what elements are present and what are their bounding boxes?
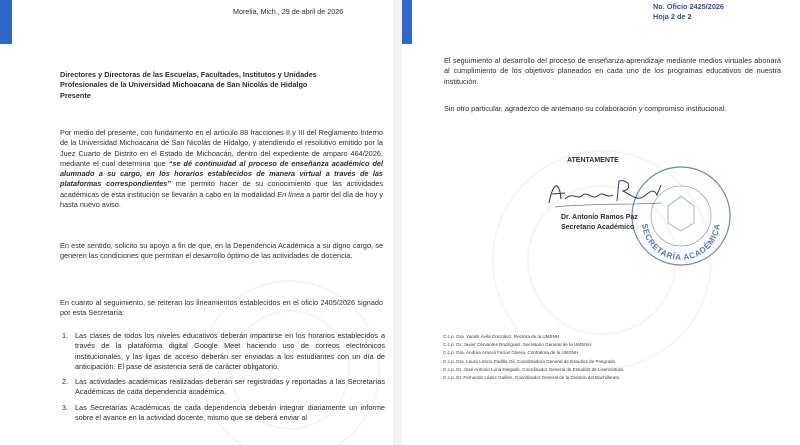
ccp-line: C.c.p. Dra. Laura Leticia Padilla Gil, Coordinadora General de Estudios de Posgrado. (443, 358, 617, 364)
list-item (62, 331, 385, 372)
body-paragraph: Sin otro particular, agradezco de antemano su colaboración y compromiso institucional. (444, 104, 727, 113)
list-number: 2. (62, 377, 69, 387)
guidelines-list (62, 331, 385, 428)
oficio-number: No. Oficio 2425/2026 (653, 2, 724, 11)
list-text: Las clases de todos los niveles educativos deberán impartirse en los horarios establecidos a través de la plataforma digital Google Meet haciendo uso de correos electrónicos institucionales, y las ligas de acceso deberán ser enviadas a los estudiantes con un día de anticipación. El pase de asistencia será de carácter obligatorio. (75, 331, 385, 371)
oficio-header (653, 2, 724, 23)
handwritten-signature (543, 173, 665, 213)
page-indicator: Hoja 2 de 2 (653, 12, 692, 22)
body-paragraph: En este sentido, solicito su apoyo a fin de que, en la Dependencia Académica a su digno cargo, se generen las condiciones que permitan el desarrollo óptimo de las actividades de docencia. (60, 241, 383, 261)
body-paragraph: El seguimiento al desarrollo del proceso de enseñanza-aprendizaje mediante medios virtuales abonará al cumplimiento de los objetivos planeados en cada uno de los programas educativos de nuestra institución. (444, 56, 781, 86)
body-paragraph (60, 128, 383, 210)
ccp-line: C.c.p. Dra. Yarabí Ávila González, Rectora de la UMSNH (443, 334, 560, 339)
letterhead-band (0, 0, 12, 44)
signer-name: Dr. Antonio Ramos Paz (561, 214, 638, 221)
ccp-list (443, 333, 773, 382)
list-item (62, 377, 385, 398)
addressee-line: Directores y Directoras de las Escuelas, Facultades, Institutos y Unidades (60, 70, 317, 79)
document-page-1 (0, 0, 393, 445)
signer-title: Secretario Académico (561, 223, 635, 231)
ccp-line: C.c.p. Dra. Andrea Araceli Farías Olvera, Contralora de la UMSNH. (443, 350, 580, 356)
list-number: 3. (62, 402, 69, 412)
list-number: 1. (62, 331, 69, 340)
ccp-line: C.c.p. Dr. José Antonio Luna Delgado, Coordinador General de Estudios de Licenciatura. (443, 366, 625, 372)
list-text: Las actividades académicas realizadas deberán ser registradas y reportadas a las Secretarías Académicas de cada dependencia académica. (75, 377, 385, 397)
list-item (62, 403, 385, 424)
ccp-line: C.c.p. Dr. Javier Cervantes Rodríguez, Secretario General de la UMSNH. (443, 342, 593, 348)
addressee-greeting: Presente (60, 90, 91, 100)
body-paragraph: En cuanto al seguimiento, se reiteran los lineamientos establecidos en el oficio 2405/2026 signado por esta Secretaría: (60, 298, 383, 318)
closing: ATENTAMENTE (567, 157, 619, 164)
document-page-2 (402, 0, 800, 445)
signer-block (561, 213, 638, 232)
seal-text: SECRETARÍA ACADÉMICA (640, 222, 722, 263)
addressee-block (60, 70, 360, 101)
paragraph-text: Por medio del presente, con fundamento en el artículo 88 fracciones II y III del Reglamento Interno de la Universidad Michoacana de San Nicolás de Hidalgo, y atendiendo el resolutivo emitido por la Juez Cuarto de Distrito en el Estado de Michoacán, dentro del expediente de amparo 464/2026, mediante el cual determina que (60, 128, 383, 168)
paragraph-text: a partir del día de hoy y hasta nuevo aviso. (60, 189, 383, 210)
letterhead-band (402, 0, 412, 44)
paragraph-text: me permito hacer de su conocimiento que las actividades académicas de esta institución se llevarán a cabo en la modalidad (60, 179, 383, 199)
modality-term: En línea (277, 189, 305, 199)
document-date: Morelia, Mich., 29 de abril de 2026 (233, 7, 344, 16)
addressee-line: Profesionales de la Universidad Michoacana de San Nicolás de Hidalgo (60, 80, 308, 90)
list-text: Las Secretarías Académicas de cada dependencia deberán integrar diariamente un informe sobre el avance en la actividad docente, mismo que se deberá enviar al (75, 402, 385, 423)
ccp-line: C.c.p. Dr. Fernando López Guillén, Coordinador General de la División del Bachillerato. (443, 375, 621, 381)
court-quote: “se dé continuidad al proceso de enseñanza académico del alumnado a su cargo, en los horarios establecidos de manera virtual a través de las plataformas correspondientes” (60, 158, 384, 189)
